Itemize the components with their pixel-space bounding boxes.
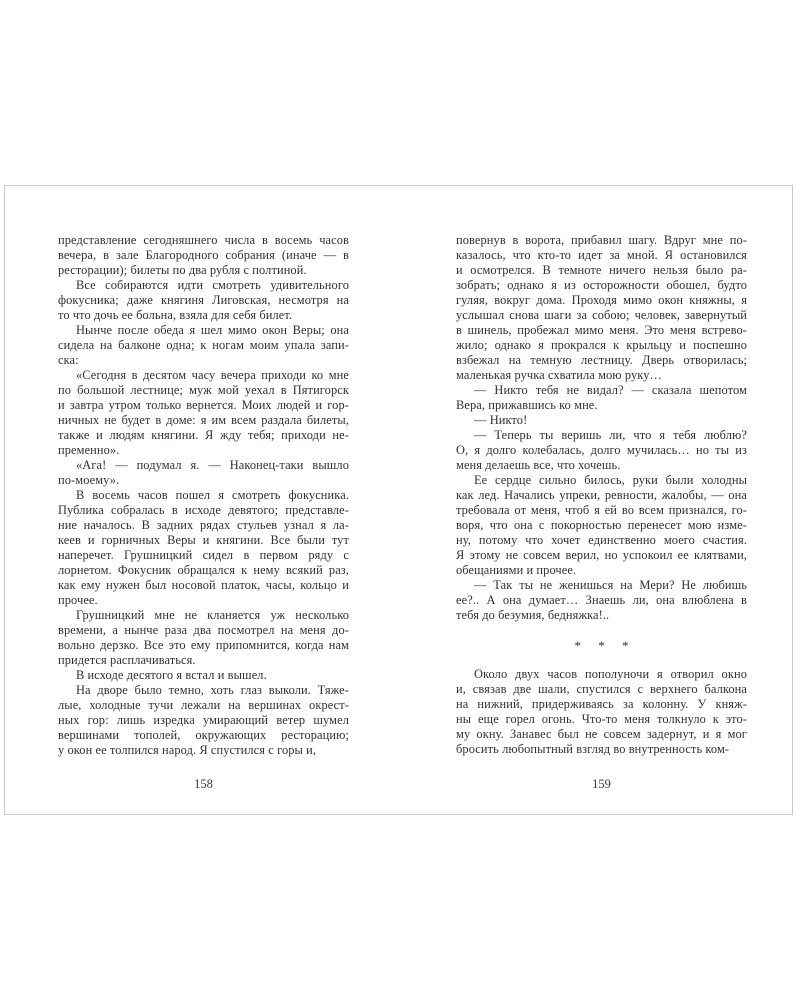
- text-line: Публика собралась в исходе девятого; представле-: [58, 503, 349, 517]
- text-line: услышал снова шаги за собою; человек, завернутый: [456, 308, 747, 322]
- section-separator: * * *: [574, 637, 636, 653]
- text-line: взбежал на темную лестницу. Дверь отворилась;: [456, 353, 747, 367]
- text-line: пременно».: [58, 443, 120, 457]
- text-line: казалось, что кто-то идет за мной. Я остановился: [456, 248, 747, 262]
- text-line: — Никто!: [474, 413, 528, 427]
- right-page-text-column: [456, 233, 747, 757]
- text-line: На дворе было темно, хоть глаз выколи. Тяже-: [76, 683, 349, 697]
- text-line: и завтра утром только вернется. Моих людей и гор-: [58, 398, 349, 412]
- text-line: лые, холодные тучи лежали на вершинах окрест-: [58, 698, 349, 712]
- text-line: как ему нужен был носовой платок, часы, кольцо и: [58, 578, 349, 592]
- text-line: воря, что она с покорностью перенесет мою изме-: [456, 518, 747, 532]
- text-line: маленькая ручка схватила мою руку…: [456, 368, 663, 382]
- text-line: повернув в ворота, прибавил шагу. Вдруг мне по-: [456, 233, 747, 247]
- text-line: бросить любопытный взгляд во внутренность ком-: [456, 742, 730, 756]
- text-line: представление сегодняшнего числа в восемь часов: [58, 233, 349, 247]
- text-line: наперечет. Грушницкий сидел в первом ряду с: [58, 548, 349, 562]
- text-line: на нижний, придерживаясь за колонну. У княж-: [456, 697, 747, 711]
- text-line: О, я долго колебалась, долго мучилась… но ты из: [456, 443, 747, 457]
- text-line: ее?.. А она думает… Знаешь ли, она влюблена в: [456, 593, 747, 607]
- text-line: Около двух часов пополуночи я отворил окно: [474, 667, 747, 681]
- text-line: — Так ты не женишься на Мери? Не любишь: [474, 578, 747, 592]
- text-line: прочее.: [58, 593, 98, 607]
- text-line: «Сегодня в десятом часу вечера приходи ко мне: [76, 368, 349, 382]
- text-line: Вера, прижавшись ко мне.: [456, 398, 598, 412]
- text-line: обещаниями и прочее.: [456, 563, 577, 577]
- book-spread: [4, 185, 793, 815]
- text-line: В исходе десятого я встал и вышел.: [76, 668, 267, 682]
- text-line: Грушницкий мне не кланяется уж несколько: [76, 608, 349, 622]
- text-line: фокусника; даже княгиня Лиговская, несмотря на: [58, 293, 349, 307]
- text-line: ны еще горел огонь. Что-то меня толкнуло к это-: [456, 712, 747, 726]
- text-line: ну, потому что хочет единственно моего счастия.: [456, 533, 747, 547]
- text-line: ние началось. В задних рядах стульев узнал я ла-: [58, 518, 349, 532]
- text-line: как лед. Начались упреки, ревности, жалобы, — она: [456, 488, 747, 502]
- left-page-text-column: [58, 233, 349, 758]
- text-line: Нынче после обеда я шел мимо окон Веры; она: [76, 323, 349, 337]
- text-line: лорнетом. Фокусник обращался к нему всякий раз,: [58, 563, 349, 577]
- text-line: в шинель, пробежал мимо меня. Это меня встрево-: [456, 323, 747, 337]
- text-line: тебя до безумия, бедняжка!..: [456, 608, 610, 622]
- text-line: — Теперь ты веришь ли, что я тебя люблю?: [474, 428, 747, 442]
- text-line: придется расплачиваться.: [58, 653, 196, 667]
- text-line: ресторации); билеты по два рубля с полтиной.: [58, 263, 307, 277]
- text-line: му окну. Занавес был не совсем задернут, и я мог: [456, 727, 747, 741]
- text-line: по-моему».: [58, 473, 120, 487]
- text-line: и осмотрелся. В темноте ничего нельзя было ра-: [456, 263, 747, 277]
- text-line: и, связав две шали, спустился с верхнего балкона: [456, 682, 747, 696]
- text-line: требовала от меня, чтоб я ей во всем признался, го-: [456, 503, 747, 517]
- text-line: Я этому не совсем верил, но успокоил ее клятвами,: [456, 548, 747, 562]
- text-line: вечера, в зале Благородного собрания (иначе — в: [58, 248, 349, 262]
- text-line: — Никто тебя не видал? — сказала шепотом: [474, 383, 747, 397]
- text-line: ска:: [58, 353, 79, 367]
- text-line: также и людям княгини. Я жду тебя; приходи не-: [58, 428, 349, 442]
- text-line: меня делаешь все, что хочешь.: [456, 458, 621, 472]
- text-line: сидела на балконе одна; к ногам моим упала запи-: [58, 338, 349, 352]
- text-line: гуляя, вокруг дома. Проходя мимо окон княжны, я: [456, 293, 747, 307]
- text-line: по большой лестнице; муж мой уехал в Пятигорск: [58, 383, 349, 397]
- text-line: вольно дерзко. Все это ему припомнится, когда нам: [58, 638, 349, 652]
- text-line: кеев и горничных Веры и княгини. Все были тут: [58, 533, 349, 547]
- text-line: ных гор: лишь изредка умирающий ветер шумел: [58, 713, 349, 727]
- text-line: зобрать; однако я из осторожности обошел, будто: [456, 278, 747, 292]
- text-line: времени, а нынче раза два посмотрел на меня до-: [58, 623, 349, 637]
- text-line: Все собираются идти смотреть удивительного: [76, 278, 349, 292]
- text-line: В восемь часов пошел я смотреть фокусника.: [76, 488, 349, 502]
- right-page-number: 159: [592, 777, 611, 791]
- left-page-number: 158: [194, 777, 213, 791]
- text-line: то что дочь ее больна, взяла для себя билет.: [58, 308, 293, 322]
- text-line: ничных не будет в доме: я им всем раздала билеты,: [58, 413, 349, 427]
- text-line: вершинами тополей, окружающих ресторацию;: [58, 728, 349, 742]
- text-line: «Ага! — подумал я. — Наконец-таки вышло: [76, 458, 349, 472]
- text-line: Ее сердце сильно билось, руки были холодны: [474, 473, 747, 487]
- text-line: жило; однако я прокрался к крыльцу и поспешно: [456, 338, 747, 352]
- text-line: у окон ее толпился народ. Я спустился с горы и,: [58, 743, 317, 757]
